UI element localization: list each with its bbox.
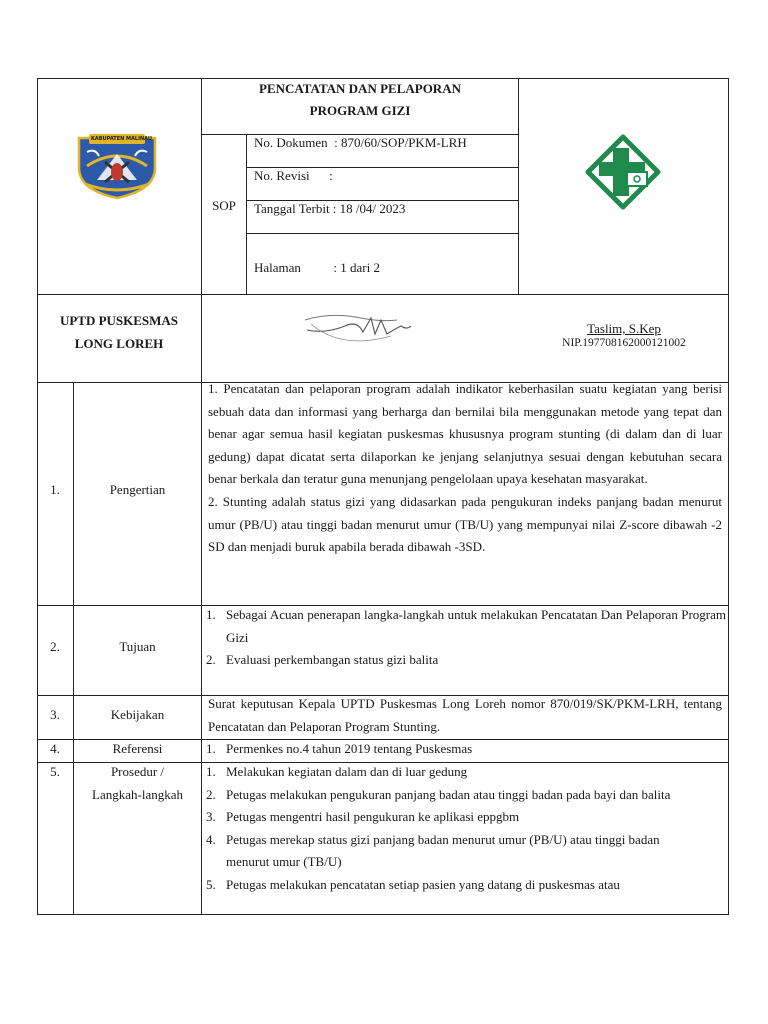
section-4-number: 4. — [50, 741, 60, 756]
procedure-step-4: Petugas merekap status gizi panjang badan menurut umur (PB/U) atau tinggi badan menurut umur (TB/U) — [226, 831, 660, 870]
puskesmas-logo — [585, 134, 661, 210]
list-item: 3. Petugas mengentri hasil pengukuran ke aplikasi eppgbm — [206, 809, 520, 825]
document-title — [202, 78, 518, 122]
section-4-label: Referensi — [112, 741, 163, 756]
list-item: 2. Petugas melakukan pengukuran panjang badan atau tinggi badan pada bayi dan balita — [206, 786, 671, 802]
revision-number: No. Revisi : — [254, 168, 333, 183]
issue-date: Tanggal Terbit : 18 /04/ 2023 — [254, 201, 406, 216]
reference-list — [202, 738, 726, 761]
header-middle-line — [37, 294, 729, 295]
section-2-label: Tujuan — [119, 639, 156, 654]
section-1-label: Pengertian — [109, 482, 166, 497]
page-number: Halaman : 1 dari 2 — [254, 260, 380, 275]
sop-divider — [246, 134, 247, 294]
seal-caption: KABUPATEN MALINAU — [91, 136, 152, 142]
sop-label: SOP — [212, 198, 236, 213]
list-item: 5. Petugas melakukan pencatatan setiap pasien yang datang di puskesmas atau — [206, 876, 620, 892]
list-item: 1. Sebagai Acuan penerapan langka-langkah untuk melakukan Pencatatan Dan Pelaporan Program Gizi — [206, 607, 726, 645]
objective-1: Sebagai Acuan penerapan langka-langkah untuk melakukan Pencatatan Dan Pelaporan Program Gizi — [226, 607, 726, 645]
procedure-label-line-1: Prosedur / — [110, 764, 165, 779]
procedure-step-1: Melakukan kegiatan dalam dan di luar gedung — [226, 764, 468, 779]
signer-block — [519, 321, 729, 351]
list-item: 4. Petugas merekap status gizi panjang badan menurut umur (PB/U) atau tinggi badan menurut umur (TB/U) — [206, 831, 660, 870]
section-2-content — [202, 604, 726, 672]
org-line-2: LONG LOREH — [74, 335, 164, 351]
procedure-list — [202, 761, 726, 897]
sop-document — [37, 78, 729, 915]
header-divider-left — [201, 78, 202, 382]
procedure-step-2: Petugas melakukan pengukuran panjang badan atau tinggi badan pada bayi dan balita — [226, 786, 671, 802]
signature-icon — [301, 300, 421, 352]
procedure-step-5: Petugas melakukan pencatatan setiap pasien yang datang di puskesmas atau — [226, 876, 620, 892]
procedure-label-line-2: Langkah-langkah — [92, 786, 183, 802]
section-5-content — [202, 761, 726, 913]
section-3-label: Kebijakan — [110, 707, 165, 722]
reference-1: Permenkes no.4 tahun 2019 tentang Puskesmas — [226, 741, 473, 756]
section-1-number: 1. — [50, 482, 60, 497]
list-item: 1. Permenkes no.4 tahun 2019 tentang Puskesmas — [206, 741, 473, 756]
date-row-line — [246, 233, 519, 234]
section-5-label — [74, 761, 201, 806]
puskesmas-logo-icon — [585, 134, 661, 210]
title-line-1: PENCATATAN DAN PELAPORAN — [259, 81, 461, 96]
definition-paragraph-2: 2. Stunting adalah status gizi yang didasarkan pada pengukuran indeks panjang badan menurut umur (PB/U) atau tinggi badan menurut umur (TB/U) yang mempunyai nilai Z-score dibawah -2 SD dan menjadi buruk apabila berada dibawah -3SD. — [208, 493, 722, 555]
section-3-number: 3. — [50, 707, 60, 722]
header-divider-right — [518, 78, 519, 294]
title-line-2: PROGRAM GIZI — [309, 103, 411, 118]
kabupaten-seal-logo — [75, 132, 159, 200]
list-item: 1. Melakukan kegiatan dalam dan di luar gedung — [206, 764, 468, 779]
doc-number: No. Dokumen : 870/60/SOP/PKM-LRH — [254, 135, 467, 150]
signer-name: Taslim, S.Kep — [587, 321, 661, 336]
signer-nip: NIP.197708162000121002 — [562, 337, 686, 349]
policy-text: Surat keputusan Kepala UPTD Puskesmas Long Loreh nomor 870/019/SK/PKM-LRH, tentang Pencatatan dan Pelaporan Program Stunting. — [208, 696, 722, 734]
signature — [301, 300, 421, 352]
section-1-content — [208, 378, 722, 559]
list-item: 2. Evaluasi perkembangan status gizi balita — [206, 652, 439, 668]
procedure-step-3: Petugas mengentri hasil pengukuran ke aplikasi eppgbm — [226, 809, 520, 825]
objectives-list — [202, 604, 726, 672]
section-2-number: 2. — [50, 639, 60, 654]
objective-2: Evaluasi perkembangan status gizi balita — [226, 652, 439, 668]
definition-paragraph-1: 1. Pencatatan dan pelaporan program adalah indikator keberhasilan suatu kegiatan yang berisi sebuah data dan informasi yang berharga dan bernilai bila menggunakan metode yang tepat dan benar agar semua hasil kegiatan puskesmas khususnya program stunting (di dalam dan di luar gedung) dapat dicatat serta dilaporkan ke jenjang selanjutnya sesuai dengan kebutuhan secara benar berkala dan teratur guna menunjang pengelolaan upaya kesehatan masyarakat. — [208, 381, 722, 487]
section-5-number: 5. — [50, 764, 60, 779]
section-4-content — [202, 738, 726, 761]
organization-name — [37, 310, 201, 355]
org-line-1: UPTD PUSKESMAS — [59, 313, 179, 328]
